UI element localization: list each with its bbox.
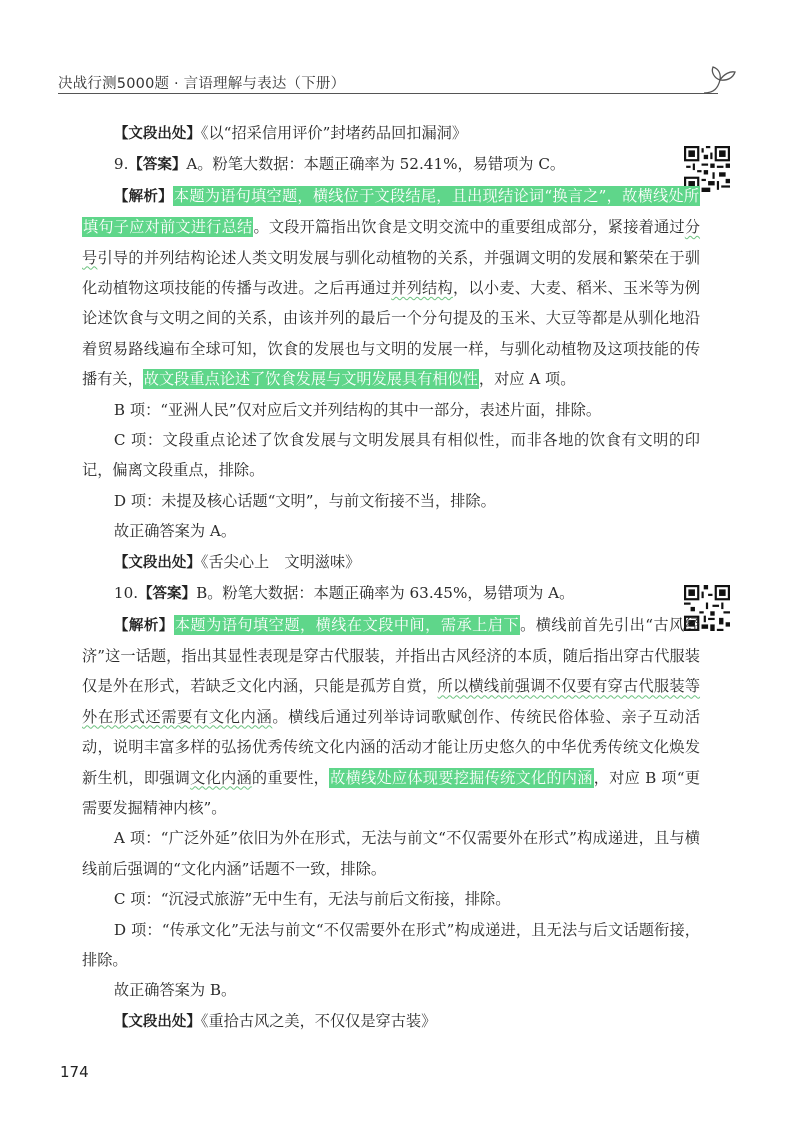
running-header: 决战行测5000题 · 言语理解与表达（下册） <box>58 76 346 92</box>
option-analysis: B 项：“亚洲人民”仅对应后文并列结构的其中一部分，表述片面，排除。 <box>113 400 602 419</box>
analysis-text: ，对应 A 项。 <box>478 370 576 389</box>
highlighted-text: 故文段重点论述了饮食发展与文明发展具有相似性 <box>143 370 478 389</box>
source-text: 《舌尖心上 文明滋味》 <box>200 552 361 571</box>
option-analysis: D 项：“传承文化”无法与前文“不仅需要外在形式”构成递进，且无法与后文话题衔接，排除。 <box>82 920 700 969</box>
answer-line <box>82 149 700 180</box>
answer-tag: 【答案】 <box>128 157 187 174</box>
analysis-tag: 【解析】 <box>113 617 174 634</box>
option-analysis: C 项：“沉浸式旅游”无中生有，无法与前后文衔接，排除。 <box>113 890 511 909</box>
source-tag: 【文段出处】 <box>113 554 201 571</box>
answer-text: A。粉笔大数据：本题正确率为 52.41%，易错项为 C。 <box>186 155 566 174</box>
analysis-paragraph <box>82 181 700 395</box>
analysis-tag: 【解析】 <box>113 188 173 205</box>
page-content <box>82 118 700 1037</box>
highlighted-text: 本题为语句填空题，横线在文段中间，需承上启下 <box>174 615 520 634</box>
answer-line <box>82 578 700 609</box>
analysis-text: 。文段开篇指出饮食是文明交流中的重要组成部分，紧接着通过 <box>253 218 685 237</box>
answer-tag: 【答案】 <box>138 586 197 603</box>
underlined-text: 文化内涵 <box>190 768 252 787</box>
underlined-text: 所以横线前强调不仅要有穿古代服装等外在形式还需要有文化内涵 <box>82 677 701 726</box>
source-text: 《重拾古风之美，不仅仅是穿古装》 <box>200 1011 437 1030</box>
question-number: 10. <box>113 584 139 603</box>
option-analysis: A 项：“广泛外延”依旧为外在形式，无法与前文“不仅需要外在形式”构成递进，且与横线前后强调的“文化内涵”话题不一致，排除。 <box>82 829 700 878</box>
analysis-text: 的重要性， <box>251 768 330 787</box>
underlined-text: 分号 <box>82 218 701 267</box>
source-line <box>82 547 700 578</box>
analysis-paragraph <box>82 610 700 824</box>
underlined-text: 并列结构 <box>391 279 453 298</box>
analysis-text: ，对应 B 项“更需要发掘精神内核”。 <box>82 768 701 817</box>
source-text: 《以“招采信用评价”封堵药品回扣漏洞》 <box>200 124 468 142</box>
highlighted-text: 故横线处应体现要挖掘传统文化的内涵 <box>330 768 593 787</box>
highlighted-text: 本题为语句填空题，横线位于文段结尾，且出现结论词“换言之”，故横线处所填句子应对前文进行总结 <box>83 186 700 237</box>
question-number: 9. <box>113 155 129 174</box>
source-line <box>82 1006 700 1037</box>
sprout-icon <box>700 56 740 96</box>
header-rule <box>58 93 718 94</box>
source-tag: 【文段出处】 <box>113 1013 201 1030</box>
option-analysis: D 项：未提及核心话题“文明”，与前文衔接不当，排除。 <box>113 491 496 510</box>
answer-text: B。粉笔大数据：本题正确率为 63.45%，易错项为 A。 <box>196 584 575 603</box>
analysis-text: 。横线后通过列举诗词歌赋创作、传统民俗体验、亲子互动活动，说明丰富多样的弘扬优秀传统文化内涵的活动才能让历史悠久的中华优秀传统文化焕发新生机，即强调 <box>82 707 701 787</box>
conclusion: 故正确答案为 B。 <box>113 981 237 1000</box>
analysis-text: 引导的并列结构论述人类文明发展与驯化动植物的关系，并强调文明的发展和繁荣在于驯化动植物这项技能的传播与改进。之后再通过 <box>82 248 701 298</box>
analysis-text: ，以小麦、大麦、稻米、玉米等为例论述饮食与文明之间的关系，由该并列的最后一个分句提及的玉米、大豆等都是从驯化地沿着贸易路线遍布全球可知，饮食的发展也与文明的发展一样，与驯化动植物及这项技能的传播有关， <box>82 279 701 389</box>
page-number: 174 <box>60 1063 89 1081</box>
source-tag: 【文段出处】 <box>113 126 201 142</box>
source-line <box>82 118 700 149</box>
analysis-text: 。横线前首先引出“古风经济”这一话题，指出其显性表现是穿古代服装，并指出古风经济的本质，随后指出穿古代服装仅是外在形式，若缺乏文化内涵，只能是孤芳自赏， <box>82 615 701 696</box>
option-analysis: C 项：文段重点论述了饮食发展与文明发展具有相似性，而非各地的饮食有文明的印记，偏离文段重点，排除。 <box>82 431 700 480</box>
conclusion: 故正确答案为 A。 <box>113 522 237 541</box>
